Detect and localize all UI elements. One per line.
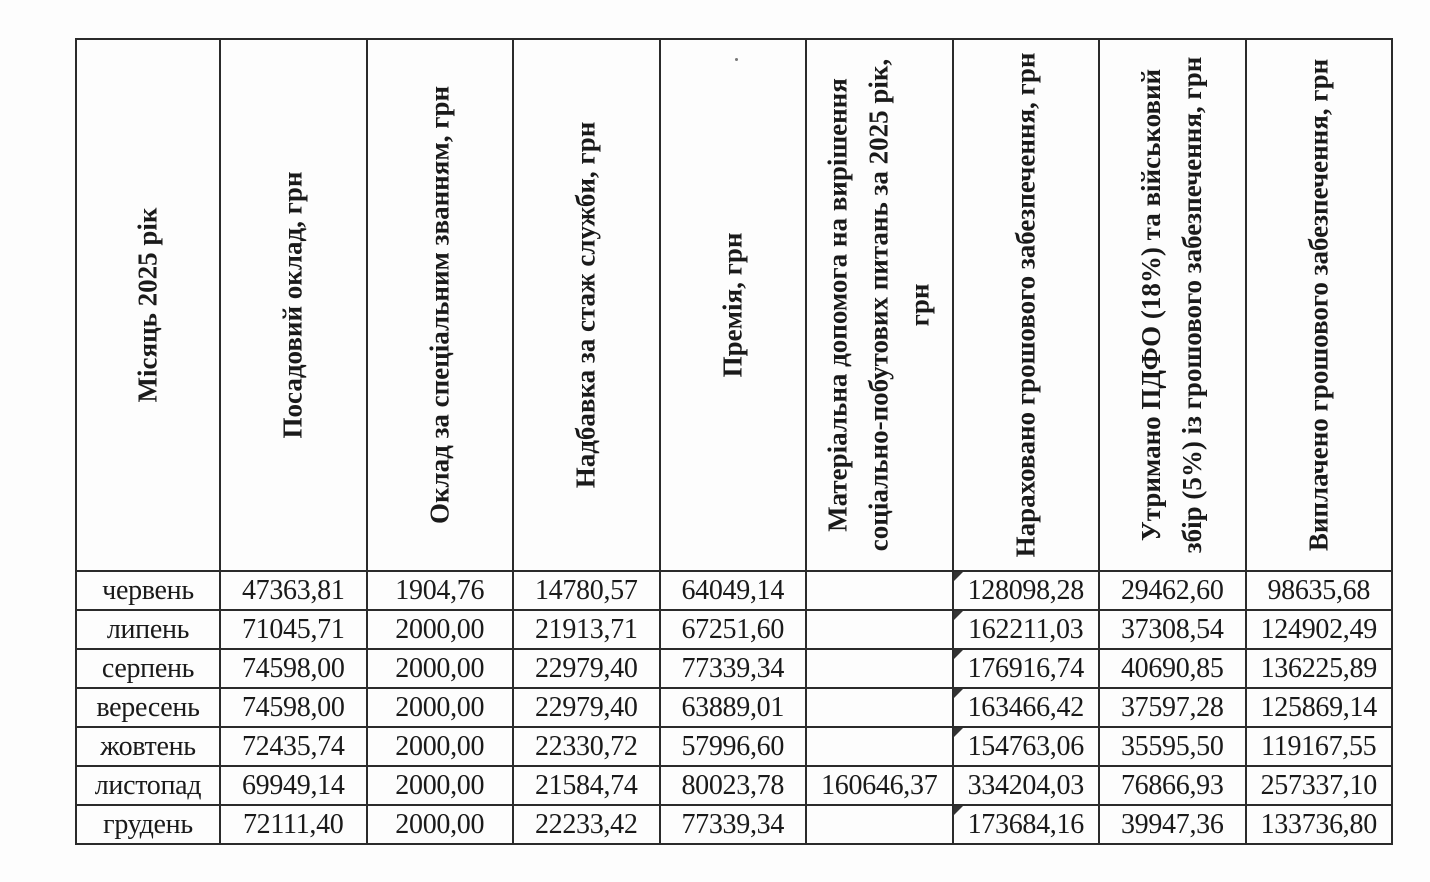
header-cell-material-aid [806,39,953,571]
base-salary-cell: 47363,81 [220,571,367,610]
premium-cell: 57996,60 [660,727,807,766]
accrued-cell: 162211,03 [953,610,1100,649]
withheld-cell: 39947,36 [1099,805,1246,844]
month-cell: серпень [76,649,220,688]
premium-cell: 80023,78 [660,766,807,805]
seniority-bonus-cell: 21584,74 [513,766,660,805]
rank-salary-cell: 2000,00 [367,688,514,727]
accrued-cell: 173684,16 [953,805,1100,844]
table-row [76,805,1392,844]
material-aid-cell [806,727,953,766]
material-aid-cell: 160646,37 [806,766,953,805]
withheld-cell: 35595,50 [1099,727,1246,766]
base-salary-cell: 74598,00 [220,649,367,688]
accrued-cell: 128098,28 [953,571,1100,610]
paid-cell: 133736,80 [1246,805,1393,844]
base-salary-cell: 72435,74 [220,727,367,766]
rank-salary-cell: 2000,00 [367,766,514,805]
seniority-bonus-cell: 14780,57 [513,571,660,610]
premium-cell: 77339,34 [660,805,807,844]
withheld-cell: 37597,28 [1099,688,1246,727]
table-row [76,649,1392,688]
material-aid-cell [806,649,953,688]
header-cell-seniority-bonus [513,39,660,571]
header-cell-accrued [953,39,1100,571]
header-seniority-bonus-label: Надбавка за стаж служби, грн [570,121,601,489]
accrued-cell: 176916,74 [953,649,1100,688]
accrued-cell: 154763,06 [953,727,1100,766]
premium-cell: 63889,01 [660,688,807,727]
seniority-bonus-cell: 22233,42 [513,805,660,844]
paid-cell: 98635,68 [1246,571,1393,610]
table-row [76,571,1392,610]
table-row [76,610,1392,649]
accrued-cell: 334204,03 [953,766,1100,805]
base-salary-cell: 72111,40 [220,805,367,844]
header-cell-withheld [1099,39,1246,571]
withheld-cell: 29462,60 [1099,571,1246,610]
rank-salary-cell: 1904,76 [367,571,514,610]
month-cell: листопад [76,766,220,805]
header-material-aid-label: Матеріальна допомога на вирішення соціально-побутових питань за 2025 рік, грн [822,58,935,552]
header-rank-salary-label: Оклад за спеціальним званням, грн [424,85,455,525]
month-cell: грудень [76,805,220,844]
header-accrued-label: Нараховано грошового забезпечення, грн [1010,52,1041,558]
material-aid-cell [806,571,953,610]
paid-cell: 136225,89 [1246,649,1393,688]
withheld-cell: 76866,93 [1099,766,1246,805]
rank-salary-cell: 2000,00 [367,805,514,844]
base-salary-cell: 69949,14 [220,766,367,805]
month-cell: липень [76,610,220,649]
rank-salary-cell: 2000,00 [367,610,514,649]
payroll-table [75,38,1393,845]
base-salary-cell: 71045,71 [220,610,367,649]
premium-cell: 77339,34 [660,649,807,688]
paid-cell: 119167,55 [1246,727,1393,766]
header-premium-label: Премія, грн [717,232,748,378]
header-cell-premium [660,39,807,571]
withheld-cell: 40690,85 [1099,649,1246,688]
paid-cell: 257337,10 [1246,766,1393,805]
header-cell-paid [1246,39,1393,571]
seniority-bonus-cell: 22979,40 [513,649,660,688]
month-cell: жовтень [76,727,220,766]
seniority-bonus-cell: 22979,40 [513,688,660,727]
header-cell-base-salary [220,39,367,571]
header-cell-month [76,39,220,571]
month-cell: червень [76,571,220,610]
premium-cell: 67251,60 [660,610,807,649]
header-cell-rank-salary [367,39,514,571]
rank-salary-cell: 2000,00 [367,727,514,766]
seniority-bonus-cell: 22330,72 [513,727,660,766]
header-paid-label: Виплачено грошового забезпечення, грн [1303,58,1334,552]
material-aid-cell [806,805,953,844]
rank-salary-cell: 2000,00 [367,649,514,688]
premium-cell: 64049,14 [660,571,807,610]
header-month-label: Місяць 2025 рік [132,207,163,403]
table-row [76,766,1392,805]
table-row [76,727,1392,766]
accrued-cell: 163466,42 [953,688,1100,727]
paid-cell: 125869,14 [1246,688,1393,727]
material-aid-cell [806,688,953,727]
header-base-salary-label: Посадовий оклад, грн [277,171,308,439]
table-row [76,688,1392,727]
paid-cell: 124902,49 [1246,610,1393,649]
header-withheld-label: Утримано ПДФО (18%) та військовий збір (5%) із грошового забезпечення, грн [1136,56,1208,554]
header-row [76,39,1392,571]
material-aid-cell [806,610,953,649]
withheld-cell: 37308,54 [1099,610,1246,649]
base-salary-cell: 74598,00 [220,688,367,727]
seniority-bonus-cell: 21913,71 [513,610,660,649]
month-cell: вересень [76,688,220,727]
